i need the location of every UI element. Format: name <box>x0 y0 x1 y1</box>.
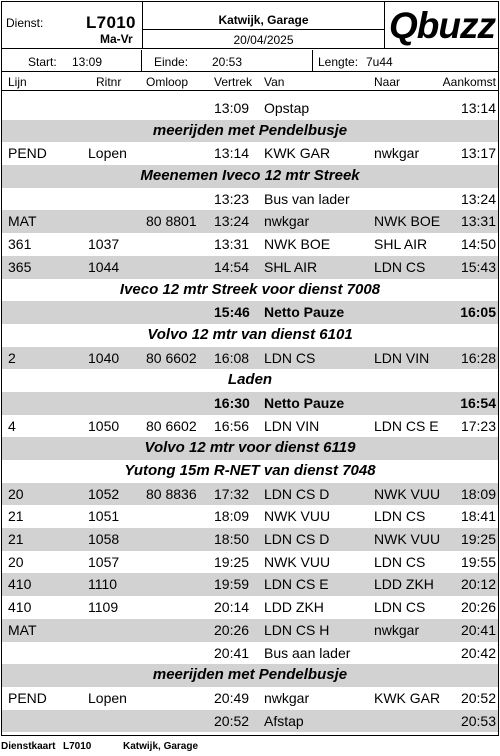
cell-ritnr: 1057 <box>88 553 120 570</box>
header-divider <box>142 29 385 30</box>
cell-vertrek: 20:52 <box>214 712 250 729</box>
cell-omloop: 80 8801 <box>146 213 197 230</box>
cell-naar: NWK BOE <box>374 213 441 230</box>
cell-van: NWK VUU <box>264 508 331 525</box>
cell-van: LDN CS D <box>264 485 330 502</box>
cell-vertrek: 19:25 <box>214 553 250 570</box>
cell-aankomst: 20:52 <box>460 689 496 706</box>
cell-naar: nwkgar <box>374 621 420 638</box>
section-title: Volvo 12 mtr voor dienst 6119 <box>144 439 356 457</box>
cell-van: Opstap <box>264 100 310 116</box>
cell-lijn: PEND <box>8 689 47 706</box>
section-title: Yutong 15m R-NET van dienst 7048 <box>124 462 376 479</box>
footer-doc-label: Dienstkaart <box>1 741 56 752</box>
cell-aankomst: 19:25 <box>460 531 496 548</box>
cell-vertrek: 20:41 <box>214 644 250 661</box>
trip-row <box>2 233 498 256</box>
cell-aankomst: 19:55 <box>460 553 496 570</box>
section-title: Iveco 12 mtr Streek voor dienst 7008 <box>119 280 381 298</box>
cell-ritnr: 1109 <box>88 599 119 616</box>
cell-vertrek: 18:09 <box>214 508 250 525</box>
cell-vertrek: 15:46 <box>214 304 250 321</box>
cell-aankomst: 16:05 <box>460 304 496 321</box>
cell-aankomst: 13:24 <box>460 190 496 207</box>
cell-naar: LDN CS E <box>374 417 439 434</box>
cell-ritnr: 1040 <box>88 349 120 366</box>
cell-lijn: MAT <box>8 213 37 230</box>
cell-vertrek: 16:08 <box>214 349 250 366</box>
cell-ritnr: 1044 <box>88 258 120 275</box>
trip-row <box>2 483 498 506</box>
cell-lijn: 21 <box>8 531 24 548</box>
cell-naar: NWK VUU <box>374 531 441 548</box>
cell-naar: LDN CS <box>374 553 426 570</box>
cell-lijn: 361 <box>8 236 32 253</box>
cell-ritnr: Lopen <box>88 145 127 162</box>
section-row <box>2 165 498 188</box>
cell-lijn: 365 <box>8 258 32 275</box>
cell-van: LDN CS E <box>264 576 329 593</box>
cell-van: LDN VIN <box>264 417 320 434</box>
cell-lijn: 4 <box>8 417 16 434</box>
cell-van: Netto Pauze <box>264 304 345 321</box>
cell-aankomst: 20:53 <box>460 712 496 729</box>
cell-vertrek: 20:14 <box>214 599 250 616</box>
col-lijn: Lijn <box>8 75 27 89</box>
cell-van: LDN CS H <box>264 621 330 638</box>
cell-naar: LDN CS <box>374 508 426 525</box>
section-title: meerijden met Pendelbusje <box>152 666 348 684</box>
trip-row <box>2 347 498 370</box>
cell-naar: LDN CS <box>374 599 426 616</box>
col-van: Van <box>264 75 285 89</box>
col-naar: Naar <box>374 75 401 89</box>
cell-van: NWK BOE <box>264 236 331 253</box>
cell-ritnr: 1037 <box>88 236 120 253</box>
lengte-label: Lengte: <box>318 55 359 69</box>
cell-vertrek: 16:56 <box>214 417 250 434</box>
trip-row <box>2 551 498 574</box>
start-value: 13:09 <box>72 55 103 69</box>
cell-van: Netto Pauze <box>264 394 345 411</box>
cell-omloop: 80 8836 <box>146 485 197 502</box>
start-label: Start: <box>28 55 57 69</box>
col-omloop: Omloop <box>146 75 189 89</box>
dienst-label: Dienst: <box>6 16 44 30</box>
cell-lijn: 20 <box>8 553 24 570</box>
cell-van: KWK GAR <box>264 145 331 162</box>
pause-row <box>2 392 498 415</box>
trip-row <box>2 256 498 279</box>
date: 20/04/2025 <box>233 33 294 47</box>
cell-vertrek: 14:54 <box>214 258 250 275</box>
cell-omloop: 80 6602 <box>146 349 197 366</box>
cell-naar: LDN VIN <box>374 349 430 366</box>
cell-aankomst: 14:50 <box>460 236 496 253</box>
cell-omloop: 80 6602 <box>146 417 197 434</box>
trip-row <box>2 596 498 619</box>
trip-row <box>2 687 498 710</box>
cell-ritnr: 1110 <box>88 576 118 593</box>
cell-aankomst: 18:09 <box>460 485 496 502</box>
qbuzz-logo: Qbuzz <box>389 5 495 46</box>
pause-row <box>2 301 498 324</box>
cell-aankomst: 15:43 <box>460 258 496 275</box>
cell-naar: SHL AIR <box>374 236 428 253</box>
trip-row <box>2 710 498 733</box>
cell-vertrek: 13:14 <box>214 145 250 162</box>
cell-van: Bus van lader <box>264 190 350 207</box>
cell-vertrek: 13:23 <box>214 190 250 207</box>
column-headers <box>2 73 498 94</box>
cell-naar: NWK VUU <box>374 485 441 502</box>
cell-vertrek: 16:30 <box>214 394 250 411</box>
section-row <box>2 664 498 687</box>
cell-aankomst: 13:31 <box>460 213 496 230</box>
cell-lijn: PEND <box>8 145 47 162</box>
footer-dienst-number: L7010 <box>63 741 92 752</box>
cell-aankomst: 13:17 <box>460 145 496 162</box>
cell-ritnr: 1050 <box>88 417 120 434</box>
trip-row <box>2 142 498 165</box>
section-title: meerijden met Pendelbusje <box>152 121 348 139</box>
cell-van: NWK VUU <box>264 553 331 570</box>
cell-vertrek: 13:09 <box>214 100 250 116</box>
section-row <box>2 437 498 460</box>
section-title: Volvo 12 mtr van dienst 6101 <box>147 325 353 343</box>
trip-row <box>2 573 498 596</box>
card-header <box>2 2 498 49</box>
cell-van: LDD ZKH <box>264 599 324 616</box>
cell-lijn: 410 <box>8 599 32 616</box>
cell-naar: nwkgar <box>374 145 420 162</box>
section-row <box>2 279 498 302</box>
cell-van: LDN CS D <box>264 531 330 548</box>
cell-aankomst: 20:41 <box>460 621 496 638</box>
dienst-days: Ma-Vr <box>100 32 133 46</box>
cell-aankomst: 20:12 <box>460 576 496 593</box>
duty-card <box>1 1 499 736</box>
info-divider <box>141 50 142 72</box>
cell-vertrek: 19:59 <box>214 576 250 593</box>
footer-location: Katwijk, Garage <box>123 741 199 752</box>
cell-aankomst: 20:42 <box>460 644 496 661</box>
section-row <box>2 120 498 143</box>
trip-row <box>2 642 498 665</box>
cell-ritnr: 1058 <box>88 531 120 548</box>
cell-ritnr: 1051 <box>88 508 120 525</box>
trip-row <box>2 619 498 642</box>
cell-naar: LDN CS <box>374 258 426 275</box>
cell-lijn: 410 <box>8 576 32 593</box>
cell-aankomst: 20:26 <box>460 599 496 616</box>
section-title: Meenemen Iveco 12 mtr Streek <box>140 167 360 185</box>
duty-info-row <box>2 50 498 72</box>
trip-row <box>2 415 498 438</box>
einde-label: Einde: <box>154 55 189 69</box>
cell-aankomst: 13:14 <box>460 100 496 116</box>
location: Katwijk, Garage <box>218 13 309 27</box>
cell-van: Bus aan lader <box>264 644 351 661</box>
cell-lijn: 2 <box>8 349 16 366</box>
section-row <box>2 460 498 483</box>
cell-vertrek: 20:49 <box>214 689 250 706</box>
lengte-value: 7u44 <box>366 55 393 69</box>
trip-row <box>2 505 498 528</box>
cell-van: LDN CS <box>264 349 316 366</box>
einde-value: 20:53 <box>212 55 243 69</box>
cell-aankomst: 16:28 <box>460 349 496 366</box>
cell-lijn: 21 <box>8 508 24 525</box>
trip-row <box>2 97 498 120</box>
cell-lijn: MAT <box>8 621 37 638</box>
cell-van: SHL AIR <box>264 258 318 275</box>
section-row <box>2 324 498 347</box>
cell-van: Afstap <box>264 712 304 729</box>
section-row <box>2 369 498 392</box>
cell-vertrek: 17:32 <box>214 485 250 502</box>
trip-row <box>2 528 498 551</box>
cell-van: nwkgar <box>264 213 310 230</box>
col-aankomst: Aankomst <box>442 75 496 89</box>
cell-naar: KWK GAR <box>374 689 441 706</box>
trip-row <box>2 210 498 233</box>
cell-naar: LDD ZKH <box>374 576 434 593</box>
cell-aankomst: 18:41 <box>460 508 496 525</box>
section-title: Laden <box>227 371 273 389</box>
trip-row <box>2 188 498 211</box>
cell-ritnr: Lopen <box>88 689 127 706</box>
cell-vertrek: 13:31 <box>214 236 250 253</box>
dienst-number: L7010 <box>86 13 136 32</box>
cell-aankomst: 17:23 <box>460 417 496 434</box>
cell-aankomst: 16:54 <box>460 394 496 411</box>
cell-ritnr: 1052 <box>88 485 120 502</box>
col-ritnr: Ritnr <box>96 75 122 89</box>
cell-vertrek: 20:26 <box>214 621 250 638</box>
info-divider <box>312 50 313 72</box>
cell-lijn: 20 <box>8 485 24 502</box>
header-rule <box>2 90 498 91</box>
cell-van: nwkgar <box>264 689 310 706</box>
col-vertrek: Vertrek <box>214 75 253 89</box>
cell-vertrek: 13:24 <box>214 213 250 230</box>
cell-vertrek: 18:50 <box>214 531 250 548</box>
duty-table <box>2 97 498 732</box>
